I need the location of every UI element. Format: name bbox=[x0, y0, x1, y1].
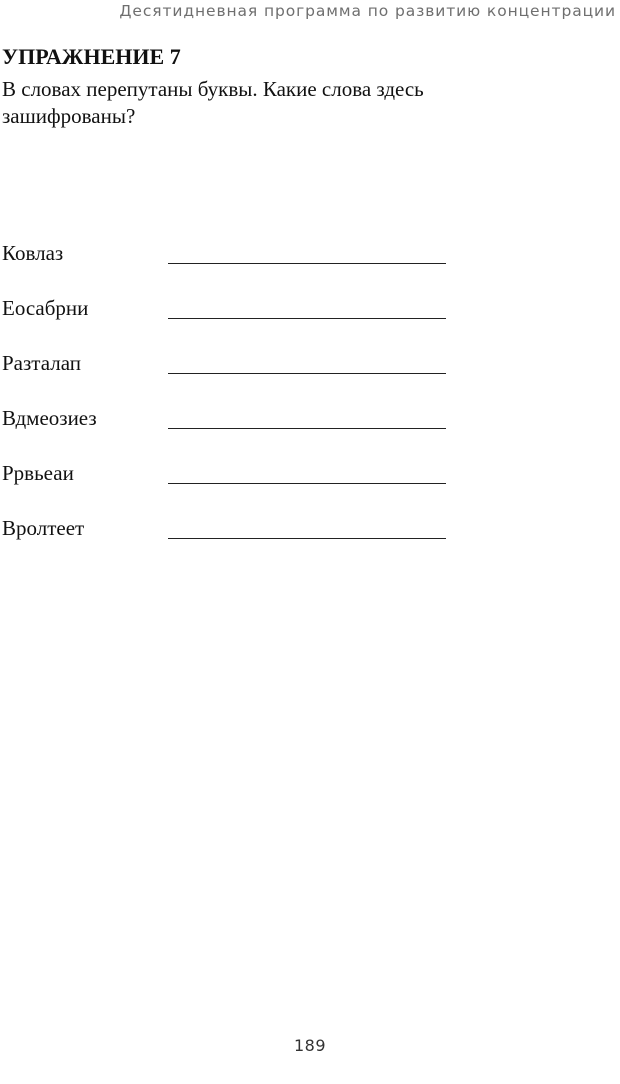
scrambled-word: Вдмеозиез bbox=[2, 406, 97, 430]
scrambled-word-list bbox=[2, 240, 452, 570]
answer-field[interactable] bbox=[168, 263, 446, 264]
answer-field[interactable] bbox=[168, 538, 446, 539]
word-row bbox=[2, 240, 452, 295]
exercise-title: УПРАЖНЕНИЕ 7 bbox=[2, 44, 181, 69]
scrambled-word: Разталап bbox=[2, 351, 81, 375]
word-row bbox=[2, 515, 452, 570]
running-header: Десятидневная программа по развитию концентрации bbox=[119, 2, 616, 20]
word-row bbox=[2, 460, 452, 515]
answer-field[interactable] bbox=[168, 373, 446, 374]
scrambled-word: Вролтеет bbox=[2, 516, 85, 540]
word-row bbox=[2, 295, 452, 350]
word-row bbox=[2, 405, 452, 460]
answer-field[interactable] bbox=[168, 483, 446, 484]
scrambled-word: Ррвьеаи bbox=[2, 461, 74, 485]
scrambled-word: Еосабрни bbox=[2, 296, 89, 320]
scrambled-word: Ковлаз bbox=[2, 241, 64, 265]
answer-field[interactable] bbox=[168, 428, 446, 429]
answer-field[interactable] bbox=[168, 318, 446, 319]
word-row bbox=[2, 350, 452, 405]
exercise-instruction: В словах перепутаны буквы. Какие слова здесь зашифрованы? bbox=[2, 77, 424, 128]
page-number: 189 bbox=[293, 1036, 327, 1055]
